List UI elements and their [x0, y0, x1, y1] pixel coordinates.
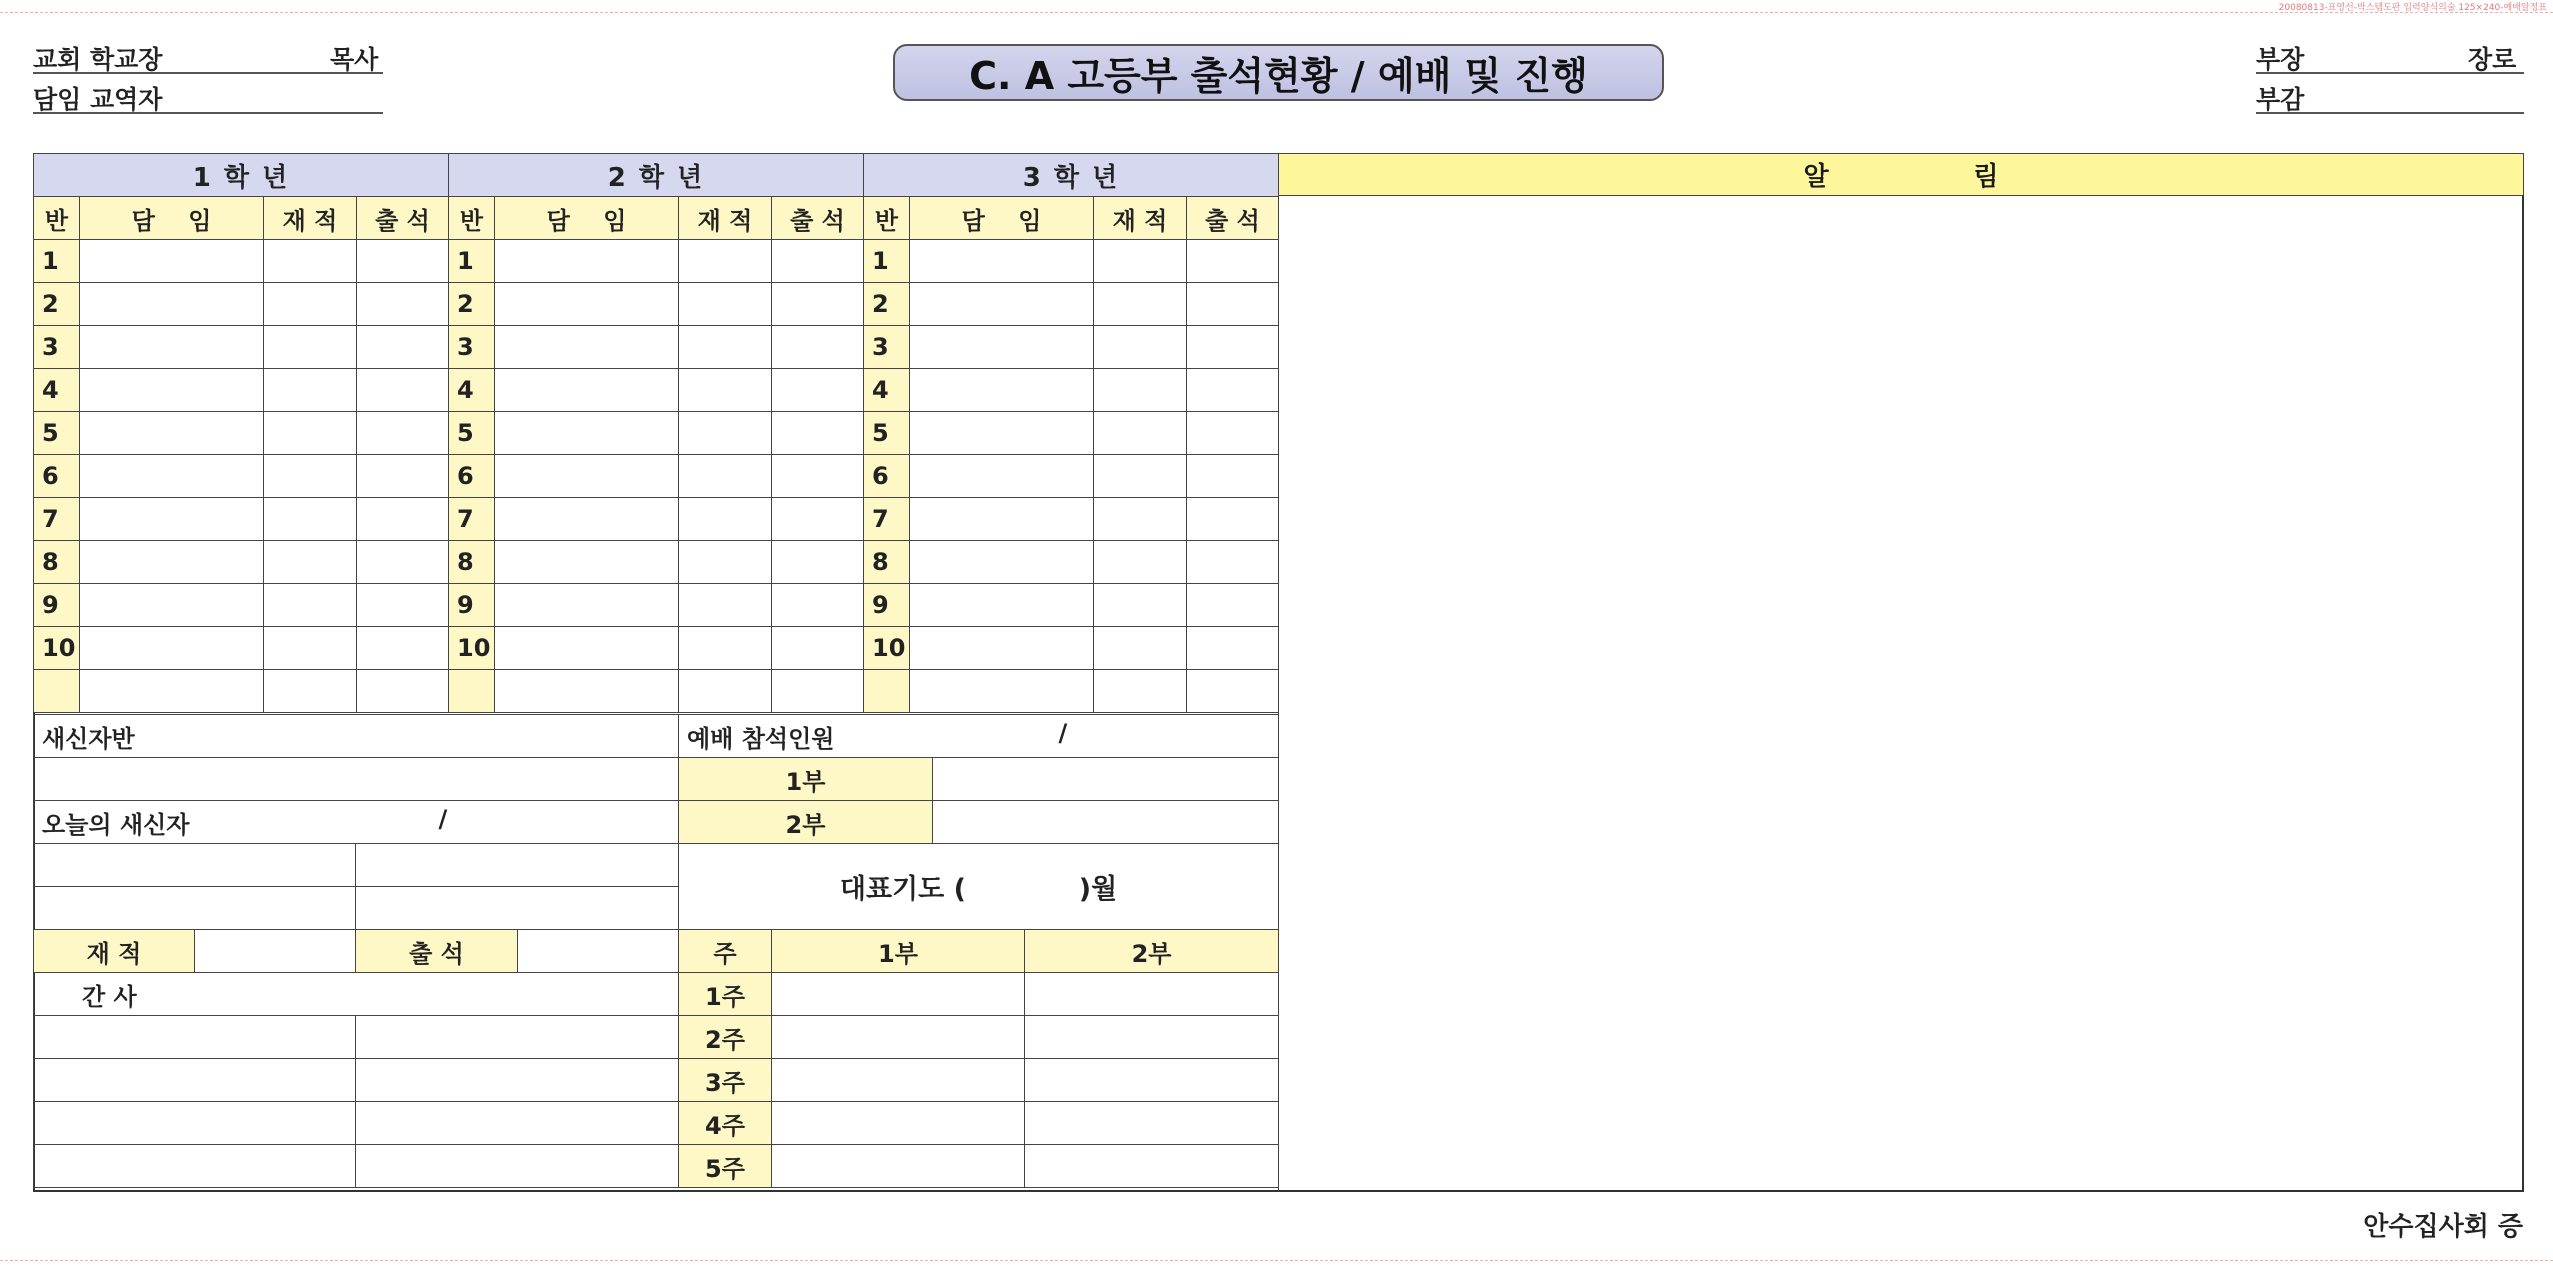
- enrolled-cell[interactable]: [1094, 498, 1187, 541]
- class-number: 7: [34, 498, 80, 541]
- staff-field-4b[interactable]: [356, 1145, 679, 1188]
- attend-cell[interactable]: [772, 541, 864, 584]
- attend-cell[interactable]: [1187, 326, 1279, 369]
- teacher-cell[interactable]: [910, 627, 1094, 670]
- prayer-part2-cell[interactable]: [1025, 1102, 1279, 1145]
- col-class: 반: [34, 197, 80, 240]
- enrolled-cell[interactable]: [264, 455, 357, 498]
- enrolled-cell[interactable]: [679, 627, 772, 670]
- week-row: [679, 1145, 1279, 1188]
- attend-cell[interactable]: [357, 498, 449, 541]
- class-number: 2: [34, 283, 80, 326]
- teacher-cell[interactable]: [910, 541, 1094, 584]
- staff-field-2a[interactable]: [34, 1059, 356, 1102]
- class-number: 10: [864, 627, 910, 670]
- class-rows: [34, 240, 1279, 713]
- week-row: [679, 973, 1279, 1016]
- attend-cell[interactable]: [357, 584, 449, 627]
- class-number: 9: [449, 584, 495, 627]
- today-new-field-c[interactable]: [34, 887, 356, 930]
- enrolled-cell[interactable]: [1094, 326, 1187, 369]
- teacher-cell[interactable]: [910, 412, 1094, 455]
- director-label: 부장: [2256, 45, 2305, 74]
- class-number: 5: [864, 412, 910, 455]
- class-number: [449, 670, 495, 713]
- staff-field-3b[interactable]: [356, 1102, 679, 1145]
- class-number: 8: [864, 541, 910, 584]
- staff-field-2b[interactable]: [356, 1059, 679, 1102]
- enrolled-cell[interactable]: [264, 412, 357, 455]
- class-row: [34, 584, 1279, 627]
- teacher-cell[interactable]: [80, 627, 264, 670]
- teacher-cell[interactable]: [80, 541, 264, 584]
- enrolled-cell[interactable]: [264, 627, 357, 670]
- class-row: [34, 498, 1279, 541]
- col-class: 반: [864, 197, 910, 240]
- today-new-field-d[interactable]: [356, 887, 679, 930]
- enrolled-cell[interactable]: [264, 283, 357, 326]
- class-row: [34, 369, 1279, 412]
- class-row: [34, 283, 1279, 326]
- attend-cell[interactable]: [357, 283, 449, 326]
- new-class-label: 새신자반: [34, 715, 679, 758]
- week-col-label: 주: [679, 930, 772, 973]
- week-row: [679, 1059, 1279, 1102]
- enrolled-cell[interactable]: [1094, 670, 1187, 713]
- enrolled-cell[interactable]: [679, 455, 772, 498]
- class-row: [34, 240, 1279, 283]
- worship-count-label: 예배 참석인원: [687, 724, 835, 753]
- enrolled-cell[interactable]: [1094, 283, 1187, 326]
- col-enrolled: 재 적: [264, 197, 357, 240]
- class-number: 5: [449, 412, 495, 455]
- teacher-cell[interactable]: [910, 584, 1094, 627]
- notice-area[interactable]: [1278, 196, 2524, 1192]
- class-number: 8: [34, 541, 80, 584]
- teacher-cell[interactable]: [495, 240, 679, 283]
- grade-2-header: 2 학 년: [449, 154, 864, 197]
- pastor-label: 담임 교역자: [33, 85, 163, 114]
- attend-cell[interactable]: [357, 412, 449, 455]
- class-number: 2: [864, 283, 910, 326]
- today-new-label: 오늘의 새신자: [42, 810, 190, 839]
- total-enrolled-label: 재 적: [34, 930, 195, 973]
- prayer-part2-cell[interactable]: [1025, 1145, 1279, 1188]
- week-row: [679, 1016, 1279, 1059]
- col-teacher: 담 임: [80, 197, 264, 240]
- part2-field[interactable]: [933, 801, 1279, 844]
- enrolled-cell[interactable]: [679, 326, 772, 369]
- prayer-part1-cell[interactable]: [772, 973, 1025, 1016]
- col-teacher: 담 임: [495, 197, 679, 240]
- teacher-cell[interactable]: [495, 455, 679, 498]
- attend-cell[interactable]: [772, 283, 864, 326]
- prayer-label: 대표기도 ( )월: [679, 844, 1279, 930]
- enrolled-cell[interactable]: [679, 369, 772, 412]
- teacher-cell[interactable]: [910, 369, 1094, 412]
- enrolled-cell[interactable]: [264, 541, 357, 584]
- col-attend: 출 석: [357, 197, 449, 240]
- col-teacher: 담 임: [910, 197, 1094, 240]
- attend-cell[interactable]: [1187, 283, 1279, 326]
- attend-cell[interactable]: [772, 455, 864, 498]
- enrolled-cell[interactable]: [1094, 455, 1187, 498]
- principal-label: 교회 학교장: [33, 45, 163, 74]
- class-row: [34, 412, 1279, 455]
- week-rows: [679, 973, 1279, 1188]
- enrolled-cell[interactable]: [264, 326, 357, 369]
- attend-cell[interactable]: [772, 369, 864, 412]
- class-row: [34, 670, 1279, 713]
- staff-label: 간 사: [34, 973, 679, 1016]
- teacher-cell[interactable]: [910, 498, 1094, 541]
- grade-1-header: 1 학 년: [34, 154, 449, 197]
- col-class: 반: [449, 197, 495, 240]
- class-row: [34, 541, 1279, 584]
- prayer-part2-header: 2부: [1025, 930, 1279, 973]
- teacher-cell[interactable]: [495, 326, 679, 369]
- prayer-part1-cell[interactable]: [772, 1016, 1025, 1059]
- teacher-cell[interactable]: [495, 627, 679, 670]
- attend-cell[interactable]: [772, 240, 864, 283]
- col-attend: 출 석: [1187, 197, 1279, 240]
- teacher-cell[interactable]: [910, 326, 1094, 369]
- staff-field-1a[interactable]: [34, 1016, 356, 1059]
- enrolled-cell[interactable]: [264, 584, 357, 627]
- attend-cell[interactable]: [1187, 369, 1279, 412]
- col-enrolled: 재 적: [1094, 197, 1187, 240]
- enrolled-cell[interactable]: [679, 240, 772, 283]
- attend-cell[interactable]: [772, 627, 864, 670]
- page-title: C. A 고등부 출석현황 / 예배 및 진행: [893, 44, 1664, 101]
- prayer-part1-cell[interactable]: [772, 1145, 1025, 1188]
- enrolled-cell[interactable]: [264, 670, 357, 713]
- attend-cell[interactable]: [772, 326, 864, 369]
- class-number: 6: [34, 455, 80, 498]
- attend-cell[interactable]: [357, 240, 449, 283]
- enrolled-cell[interactable]: [679, 584, 772, 627]
- today-new-field-b[interactable]: [356, 844, 679, 887]
- attend-cell[interactable]: [1187, 498, 1279, 541]
- class-row: [34, 455, 1279, 498]
- worship-count-row: [679, 715, 1279, 758]
- class-row: [34, 627, 1279, 670]
- attend-cell[interactable]: [772, 498, 864, 541]
- teacher-cell[interactable]: [910, 670, 1094, 713]
- prayer-part2-cell[interactable]: [1025, 1059, 1279, 1102]
- enrolled-cell[interactable]: [1094, 584, 1187, 627]
- class-number: 1: [864, 240, 910, 283]
- teacher-cell[interactable]: [80, 670, 264, 713]
- enrolled-cell[interactable]: [679, 412, 772, 455]
- part1-label: 1부: [679, 758, 933, 801]
- class-number: [34, 670, 80, 713]
- class-row: [34, 326, 1279, 369]
- crop-line-bottom: [0, 1260, 2553, 1261]
- worship-table: [678, 714, 1279, 1188]
- class-number: 3: [449, 326, 495, 369]
- enrolled-cell[interactable]: [679, 541, 772, 584]
- class-number: 6: [864, 455, 910, 498]
- week-label: 2주: [679, 1016, 772, 1059]
- prayer-part2-cell[interactable]: [1025, 1016, 1279, 1059]
- class-number: [864, 670, 910, 713]
- teacher-cell[interactable]: [495, 283, 679, 326]
- col-enrolled: 재 적: [679, 197, 772, 240]
- new-member-table: [33, 714, 679, 1188]
- print-mark: 20080813-표영선-박스템도판 입력양식의술 125×240-예배알정표: [2278, 3, 2547, 13]
- staff-field-4a[interactable]: [34, 1145, 356, 1188]
- class-number: 3: [34, 326, 80, 369]
- attend-cell[interactable]: [357, 326, 449, 369]
- prayer-part1-header: 1부: [772, 930, 1025, 973]
- teacher-cell[interactable]: [495, 670, 679, 713]
- enrolled-cell[interactable]: [1094, 541, 1187, 584]
- week-label: 3주: [679, 1059, 772, 1102]
- enrolled-cell[interactable]: [1094, 369, 1187, 412]
- total-attend-label: 출 석: [356, 930, 518, 973]
- enrolled-cell[interactable]: [679, 670, 772, 713]
- enrolled-cell[interactable]: [1094, 412, 1187, 455]
- prayer-part1-cell[interactable]: [772, 1059, 1025, 1102]
- part1-field[interactable]: [933, 758, 1279, 801]
- class-number: 4: [864, 369, 910, 412]
- enrolled-cell[interactable]: [679, 498, 772, 541]
- class-number: 10: [34, 627, 80, 670]
- teacher-cell[interactable]: [80, 498, 264, 541]
- col-attend: 출 석: [772, 197, 864, 240]
- week-row: [679, 1102, 1279, 1145]
- teacher-cell[interactable]: [80, 584, 264, 627]
- class-number: 1: [34, 240, 80, 283]
- prayer-part2-cell[interactable]: [1025, 973, 1279, 1016]
- class-number: 2: [449, 283, 495, 326]
- attend-cell[interactable]: [357, 369, 449, 412]
- attend-cell[interactable]: [772, 412, 864, 455]
- class-number: 7: [449, 498, 495, 541]
- enrolled-cell[interactable]: [264, 240, 357, 283]
- class-number: 9: [864, 584, 910, 627]
- enrolled-cell[interactable]: [679, 283, 772, 326]
- attend-cell[interactable]: [357, 455, 449, 498]
- today-new-field-a[interactable]: [34, 844, 356, 887]
- teacher-cell[interactable]: [80, 369, 264, 412]
- grade-3-header: 3 학 년: [864, 154, 1279, 197]
- attend-cell[interactable]: [1187, 455, 1279, 498]
- attend-cell[interactable]: [357, 627, 449, 670]
- principal-role: 목사: [330, 45, 379, 74]
- class-number: 1: [449, 240, 495, 283]
- staff-field-3a[interactable]: [34, 1102, 356, 1145]
- staff-field-1b[interactable]: [356, 1016, 679, 1059]
- attend-cell[interactable]: [1187, 670, 1279, 713]
- crop-line-top: [0, 12, 2553, 13]
- attend-cell[interactable]: [357, 541, 449, 584]
- attend-cell[interactable]: [357, 670, 449, 713]
- class-number: 9: [34, 584, 80, 627]
- notice-header: 알 림: [1278, 153, 2524, 196]
- attend-cell[interactable]: [1187, 627, 1279, 670]
- teacher-cell[interactable]: [495, 498, 679, 541]
- attend-cell[interactable]: [1187, 584, 1279, 627]
- director-role: 장로: [2468, 45, 2517, 74]
- week-label: 4주: [679, 1102, 772, 1145]
- class-number: 5: [34, 412, 80, 455]
- class-number: 7: [864, 498, 910, 541]
- enrolled-cell[interactable]: [264, 498, 357, 541]
- new-class-field[interactable]: [34, 758, 679, 801]
- week-label: 1주: [679, 973, 772, 1016]
- deputy-label: 부감: [2256, 85, 2305, 114]
- footer-credit: 안수집사회 증: [2363, 1212, 2523, 1242]
- class-number: 4: [34, 369, 80, 412]
- total-attend-field[interactable]: [518, 930, 679, 973]
- week-label: 5주: [679, 1145, 772, 1188]
- teacher-cell[interactable]: [495, 412, 679, 455]
- enrolled-cell[interactable]: [1094, 627, 1187, 670]
- attendance-table: [33, 153, 1279, 713]
- part2-label: 2부: [679, 801, 933, 844]
- teacher-cell[interactable]: [910, 283, 1094, 326]
- teacher-cell[interactable]: [80, 412, 264, 455]
- today-new-row: [34, 801, 679, 844]
- attend-cell[interactable]: [1187, 240, 1279, 283]
- attend-cell[interactable]: [772, 584, 864, 627]
- attend-cell[interactable]: [1187, 541, 1279, 584]
- teacher-cell[interactable]: [80, 326, 264, 369]
- class-number: 8: [449, 541, 495, 584]
- total-enrolled-field[interactable]: [195, 930, 356, 973]
- teacher-cell[interactable]: [80, 283, 264, 326]
- class-number: 4: [449, 369, 495, 412]
- teacher-cell[interactable]: [495, 584, 679, 627]
- worship-count-slash: /: [1058, 718, 1068, 747]
- attend-cell[interactable]: [1187, 412, 1279, 455]
- teacher-cell[interactable]: [495, 541, 679, 584]
- teacher-cell[interactable]: [910, 455, 1094, 498]
- teacher-cell[interactable]: [495, 369, 679, 412]
- enrolled-cell[interactable]: [264, 369, 357, 412]
- teacher-cell[interactable]: [80, 240, 264, 283]
- today-new-slash: /: [438, 804, 448, 833]
- class-number: 3: [864, 326, 910, 369]
- class-number: 6: [449, 455, 495, 498]
- teacher-cell[interactable]: [80, 455, 264, 498]
- enrolled-cell[interactable]: [1094, 240, 1187, 283]
- class-number: 10: [449, 627, 495, 670]
- teacher-cell[interactable]: [910, 240, 1094, 283]
- attend-cell[interactable]: [772, 670, 864, 713]
- prayer-part1-cell[interactable]: [772, 1102, 1025, 1145]
